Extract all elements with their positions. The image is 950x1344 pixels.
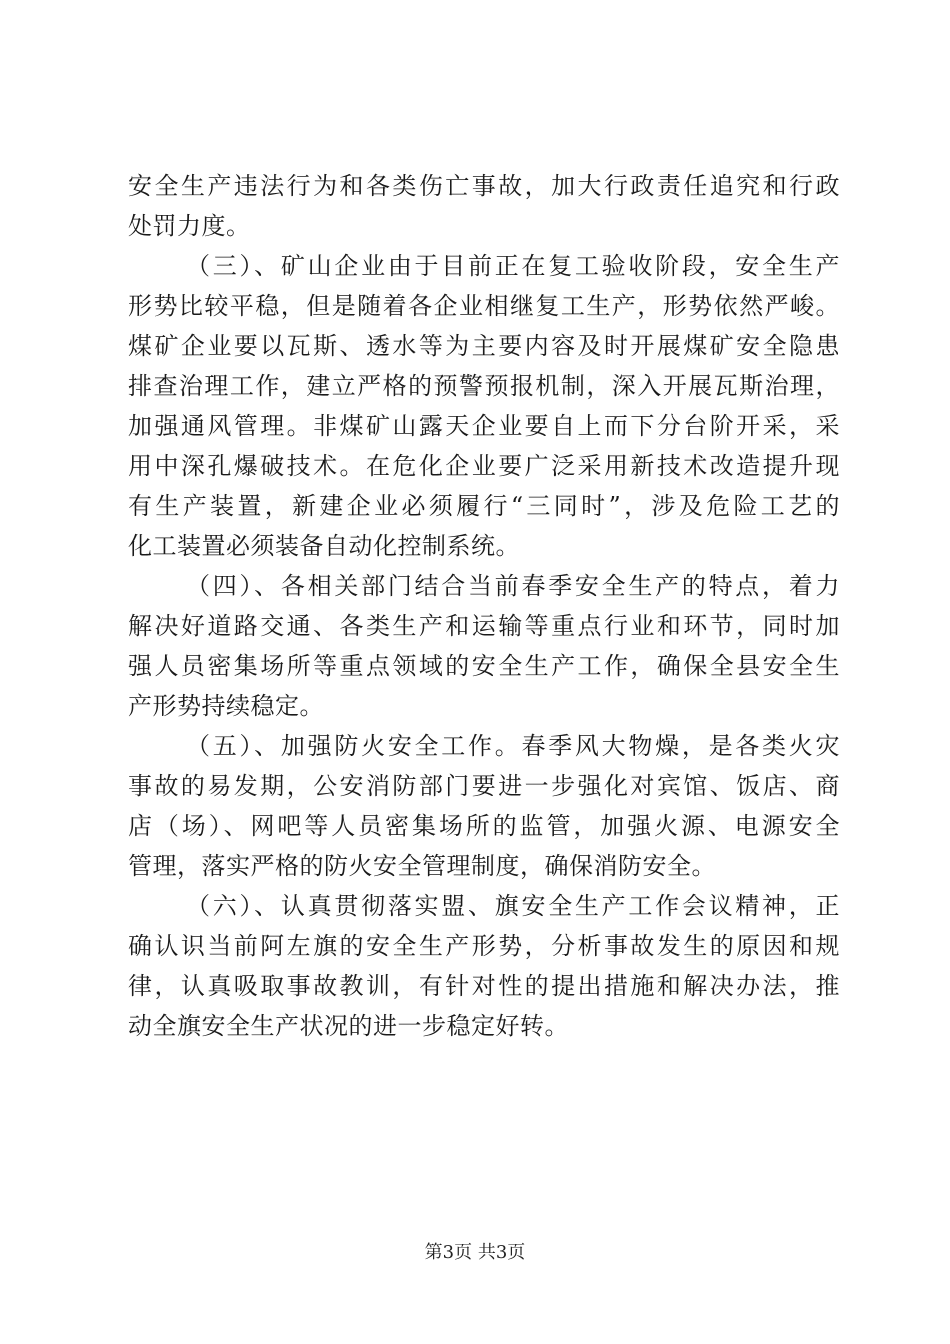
text-line: 排查治理工作，建立严格的预警预报机制，深入开展瓦斯治理， (128, 372, 840, 400)
text-line: 确认识当前阿左旗的安全生产形势，分析事故发生的原因和规 (128, 932, 840, 960)
text-line: 店（场）、网吧等人员密集场所的监管，加强火源、电源安全 (128, 812, 840, 840)
text-line: 安全生产违法行为和各类伤亡事故，加大行政责任追究和行政 (128, 172, 840, 200)
text-line: 化工装置必须装备自动化控制系统。 (128, 532, 520, 560)
text-line: 管理，落实严格的防火安全管理制度，确保消防安全。 (128, 852, 716, 880)
text-line: 用中深孔爆破技术。在危化企业要广泛采用新技术改造提升现 (128, 452, 840, 480)
paragraph-start-line: （三）、矿山企业由于目前正在复工验收阶段，安全生产 (186, 252, 840, 280)
text-line: 产形势持续稳定。 (128, 692, 324, 720)
document-body (128, 166, 840, 1046)
paragraph-start-line: （六）、认真贯彻落实盟、旗安全生产工作会议精神，正 (186, 892, 840, 920)
text-line: 强人员密集场所等重点领域的安全生产工作，确保全县安全生 (128, 652, 840, 680)
text-line: 律，认真吸取事故教训，有针对性的提出措施和解决办法，推 (128, 972, 840, 1000)
text-line: 形势比较平稳，但是随着各企业相继复工生产，形势依然严峻。 (128, 292, 840, 320)
text-line: 动全旗安全生产状况的进一步稳定好转。 (128, 1012, 569, 1040)
text-line: 煤矿企业要以瓦斯、透水等为主要内容及时开展煤矿安全隐患 (128, 332, 840, 360)
text-line: 加强通风管理。非煤矿山露天企业要自上而下分台阶开采，采 (128, 412, 840, 440)
paragraph-start-line: （四）、各相关部门结合当前春季安全生产的特点，着力 (186, 572, 840, 600)
text-line: 解决好道路交通、各类生产和运输等重点行业和环节，同时加 (128, 612, 840, 640)
text-line: 处罚力度。 (128, 212, 251, 240)
page-number-label: 第3页 共3页 (424, 1242, 526, 1263)
text-line: 有生产装置，新建企业必须履行“三同时”，涉及危险工艺的 (128, 492, 840, 520)
text-line: 事故的易发期，公安消防部门要进一步强化对宾馆、饭店、商 (128, 772, 840, 800)
paragraph-start-line: （五）、加强防火安全工作。春季风大物燥，是各类火灾 (186, 732, 840, 760)
page-footer (0, 1241, 950, 1265)
